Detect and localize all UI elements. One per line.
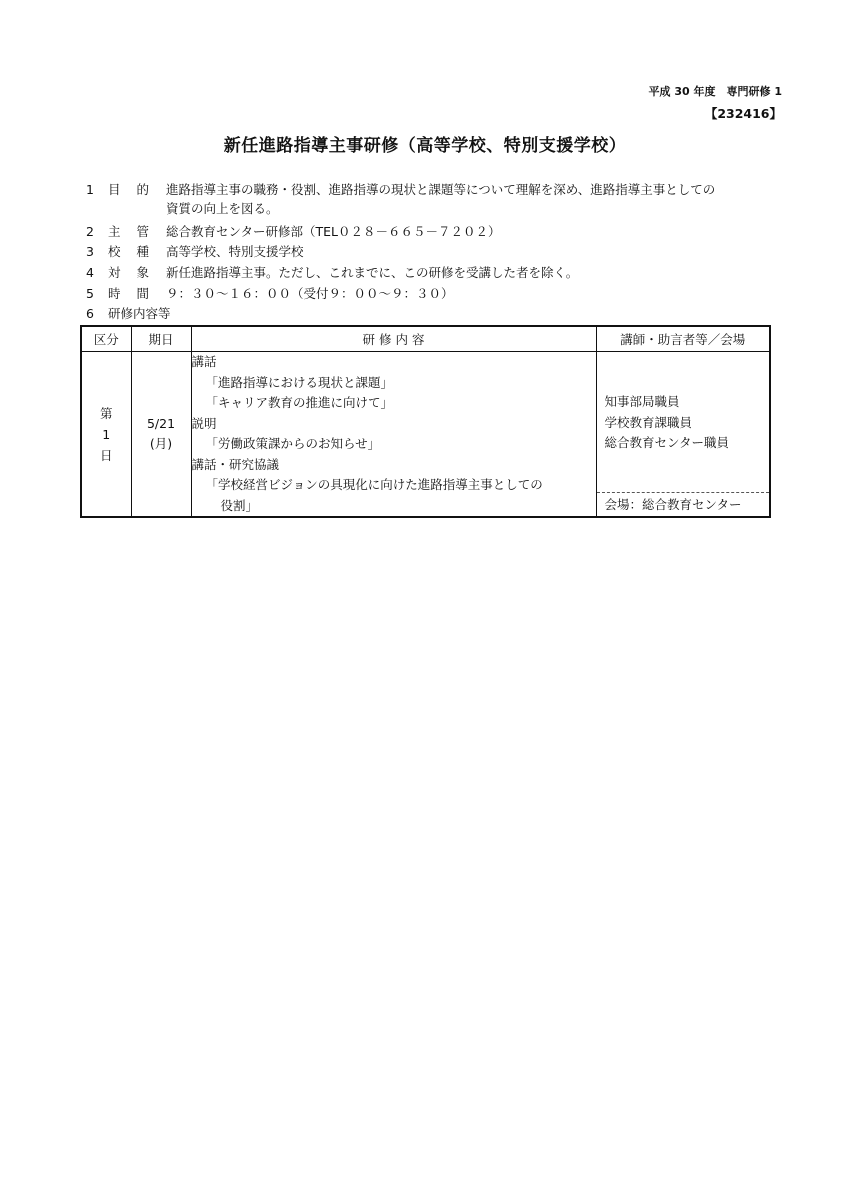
venue: 会場：総合教育センター <box>597 492 770 516</box>
item-label: 校 種 <box>108 244 155 259</box>
content-line: 役割」 <box>220 497 259 513</box>
item-number: 6 <box>86 306 94 321</box>
item-number: 4 <box>86 265 94 280</box>
item-management <box>86 223 501 241</box>
item-number: 1 <box>86 182 94 197</box>
schedule-table <box>80 325 771 518</box>
item-purpose-continuation: 資質の向上を図る。 <box>166 201 279 216</box>
lecturer-item: 学校教育課職員 <box>604 414 693 430</box>
item-value: ９：３０～１６：００（受付９：００～９：３０） <box>166 286 454 301</box>
item-value: 総合教育センター研修部（TEL０２８－６６５－７２０２） <box>166 224 501 239</box>
date-value: 5/21 <box>146 416 176 431</box>
header-date: 期日 <box>131 326 191 352</box>
fiscal-year-course: 平成 30 年度 専門研修 1 <box>648 85 782 98</box>
lecturer-item: 総合教育センター職員 <box>604 435 730 450</box>
item-school-type <box>86 243 304 261</box>
page-title: 新任進路指導主事研修（高等学校、特別支援学校） <box>223 136 627 156</box>
lecturer-item: 知事部局職員 <box>604 394 680 409</box>
table-row <box>81 352 770 518</box>
kubun-char: 日 <box>99 447 113 463</box>
item-label: 時 間 <box>108 286 155 301</box>
header-lecturer-venue: 講師・助言者等／会場 <box>596 326 770 352</box>
item-number: 5 <box>86 286 94 301</box>
item-target <box>86 264 578 282</box>
content-line: 講話 <box>191 354 217 369</box>
item-value: 新任進路指導主事。ただし、これまでに、この研修を受講した者を除く。 <box>166 265 579 280</box>
item-contents <box>86 305 171 323</box>
weekday-value: (月) <box>149 436 173 451</box>
cell-date <box>131 352 191 518</box>
header-content: 研 修 内 容 <box>191 326 596 352</box>
kubun-char: 第 <box>99 405 113 421</box>
item-purpose <box>86 181 715 199</box>
item-time <box>86 285 454 303</box>
item-value: 進路指導主事の職務・役割、進路指導の現状と課題等について理解を深め、進路指導主事としての <box>166 182 716 197</box>
cell-kubun <box>81 352 131 518</box>
content-line: 「キャリア教育の推進に向けて」 <box>205 395 394 410</box>
item-number: 3 <box>86 244 94 259</box>
item-label: 研修内容等 <box>108 306 171 321</box>
cell-lecturers <box>596 352 770 518</box>
item-number: 2 <box>86 224 94 239</box>
content-line: 講話・研究協議 <box>191 456 280 472</box>
content-line: 「労働政策課からのお知らせ」 <box>205 436 381 451</box>
lecturer-list <box>597 352 770 492</box>
content-line: 「学校経営ビジョンの具現化に向けた進路指導主事としての <box>205 477 543 492</box>
course-code: 【232416】 <box>704 106 782 121</box>
cell-content <box>191 352 596 518</box>
item-label: 目 的 <box>108 182 155 197</box>
item-label: 主 管 <box>108 224 155 239</box>
table-header-row <box>81 326 770 352</box>
item-label: 対 象 <box>108 265 155 280</box>
kubun-char: 1 <box>102 426 111 442</box>
header-kubun: 区分 <box>81 326 131 352</box>
content-line: 「進路指導における現状と課題」 <box>205 374 394 390</box>
item-value: 高等学校、特別支援学校 <box>166 244 304 259</box>
content-line: 説明 <box>191 415 217 431</box>
